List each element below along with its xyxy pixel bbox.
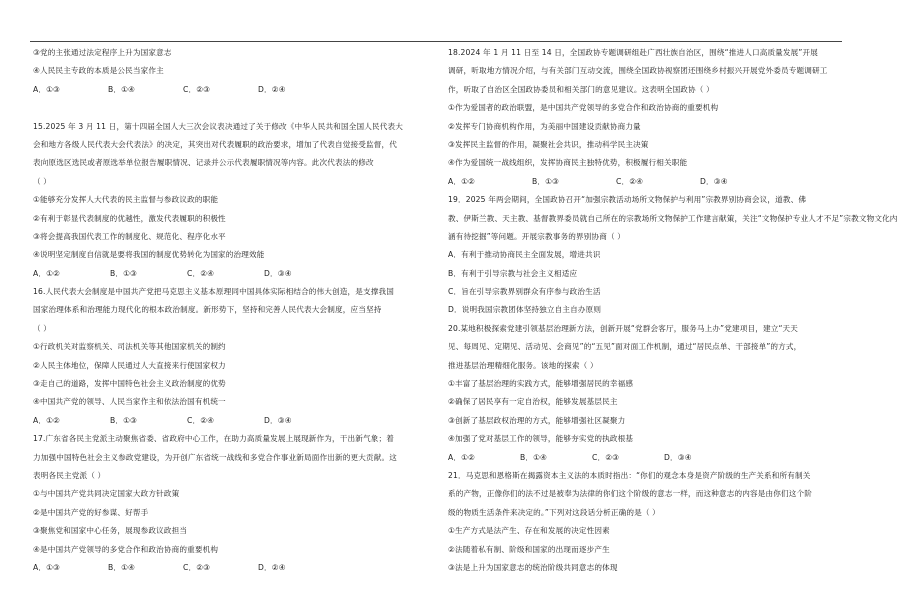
- answer-blank: （ ）: [33, 323, 52, 333]
- question-stem: 表明各民主党派（ ）: [33, 470, 106, 480]
- question-stem: 推进基层治理精细化服务。该地的探索（ ）: [448, 360, 598, 370]
- question-item: ②确保了居民享有一定自治权，能够发展基层民主: [448, 397, 618, 407]
- question-stem: 级的物质生活条件来决定的。”下列对这段话分析正确的是（ ）: [448, 507, 660, 517]
- option-d: D．②④: [258, 84, 286, 94]
- question-stem: 16.人民代表大会制度是中国共产党把马克思主义基本原理同中国具体实际相结合的伟大创造，是支撑我国: [33, 287, 394, 297]
- answer-options: [33, 81, 425, 99]
- question-stem: 作，听取了自治区全国政协委员和相关部门的意见建议。这表明全国政协（ ）: [448, 84, 714, 94]
- option-d: D．③④: [264, 268, 292, 278]
- question-item: ①与中国共产党共同决定国家大政方针政策: [33, 489, 180, 499]
- question-stem: 力加强中国特色社会主义参政党建设，为开创广东省统一战线和多党合作事业新局面作出新的更大贡献。这: [33, 452, 397, 462]
- question-stem: 调研，听取地方情况介绍，与有关部门互动交流，围绕全国政协视察团还围绕乡村振兴开展党外委员专题调研工: [448, 66, 828, 76]
- question-21: [448, 467, 840, 577]
- question-item: ③聚焦党和国家中心任务，展现参政议政担当: [33, 526, 188, 536]
- option-a: A．①②: [33, 415, 61, 425]
- option-c: C．旨在引导宗教界别群众有序参与政治生活: [448, 287, 601, 297]
- question-item: ④是中国共产党领导的多党合作和政治协商的重要机构: [33, 544, 219, 554]
- option-c: C．②④: [187, 415, 215, 425]
- option-a: A．①③: [33, 562, 61, 572]
- question-stem: 国家治理体系和治理能力现代化的根本政治制度。新形势下，坚持和完善人民代表大会制度，应当坚持: [33, 305, 382, 315]
- question-stem: 21．马克思和恩格斯在揭露资本主义法的本质时指出：“你们的观念本身是资产阶级的生产关系和所有制关: [448, 470, 811, 480]
- question-item: ③发挥民主监督的作用，凝聚社会共识，推动科学民主决策: [448, 139, 649, 149]
- option-d: D．②④: [258, 562, 286, 572]
- question-item: ②发挥专门协商机构作用，为美丽中国建设贡献协商力量: [448, 121, 641, 131]
- question-16: [33, 283, 425, 430]
- option-d: D．③④: [700, 176, 728, 186]
- question-item: ②有利于彰显代表制度的优越性，激发代表履职的积极性: [33, 213, 226, 223]
- question-17: [33, 430, 425, 577]
- option-c: C．②④: [616, 176, 644, 186]
- question-stem: 系的产物，正像你们的法不过是被奉为法律的你们这个阶级的意志一样，而这种意志的内容是由你们这个阶: [448, 489, 812, 499]
- question-item: ③法是上升为国家意志的统治阶级共同意志的体现: [448, 562, 618, 572]
- question-item: ③创新了基层政权治理的方式，能够增强社区凝聚力: [448, 415, 626, 425]
- option-b: B．①③: [110, 268, 138, 278]
- right-column: [448, 44, 898, 577]
- option-b: B．①④: [108, 562, 136, 572]
- question-item: ①行政机关对监察机关、司法机关等其他国家机关的制约: [33, 342, 226, 352]
- option-a: A．①③: [33, 84, 61, 94]
- question-item: ④中国共产党的领导、人民当家作主和依法治国有机统一: [33, 397, 226, 407]
- option-c: C．②④: [187, 268, 215, 278]
- option-a: A．①②: [33, 268, 61, 278]
- question-stem: 17.广东省各民主党派主动聚焦省委、省政府中心工作，在助力高质量发展上展现新作为，干出新气象；着: [33, 434, 394, 444]
- question-item: ①能够充分发挥人大代表的民主监督与参政议政的职能: [33, 195, 219, 205]
- question-stem: 表向原选区选民或者原选举单位报告履职情况、记录并公示代表履职情况等内容。此次代表法的修改: [33, 158, 374, 168]
- option-b: B．①④: [520, 452, 548, 462]
- question-19: [448, 191, 898, 320]
- question-item: ④加强了党对基层工作的领导，能够夯实党的执政根基: [448, 434, 634, 444]
- option-c: C．②③: [592, 452, 620, 462]
- answer-blank: （ ）: [33, 176, 52, 186]
- question-stem: 教、伊斯兰教、天主教、基督教界委员就自己所在的宗教场所文物保护工作建言献策，关注“文物保护专业人才不足”宗教文物文化内: [448, 213, 898, 223]
- option-d: D．说明我国宗教团体坚持独立自主自办原则: [448, 305, 602, 315]
- question-item: ①生产方式是法产生、存在和发展的决定性因素: [448, 526, 610, 536]
- question-stem: 19．2025 年两会期间，全国政协召开“加强宗教活动场所文物保护与利用”宗教界别协商会议，道教、佛: [448, 195, 807, 205]
- option-b: B．①④: [108, 84, 136, 94]
- blank-line: [33, 99, 425, 117]
- answer-options: [448, 449, 840, 467]
- question-item: ②是中国共产党的好参谋、好帮手: [33, 507, 149, 517]
- option-a: A．有利于推动协商民主全面发展，增进共识: [448, 250, 601, 260]
- question-15: [33, 118, 425, 284]
- option-b: B．①③: [532, 176, 560, 186]
- option-b: B．①③: [110, 415, 138, 425]
- question-item: ②人民主体地位，保障人民通过人大直接来行使国家权力: [33, 360, 226, 370]
- option-d: D．③④: [264, 415, 292, 425]
- header-rule: [30, 41, 842, 42]
- question-stem: 15.2025 年 3 月 11 日，第十四届全国人大三次会议表决通过了关于修改《中华人民共和国全国人民代表大: [33, 121, 403, 131]
- option-d: D．③④: [664, 452, 692, 462]
- question-item: ①丰富了基层治理的实践方式，能够增强居民的幸福感: [448, 379, 634, 389]
- question-item: ④人民民主专政的本质是公民当家作主: [33, 66, 164, 76]
- question-stem: 会和地方各级人民代表大会代表法》的决定，其突出对代表履职的政治要求，增加了代表自觉接受监督，代: [33, 139, 397, 149]
- left-column: [33, 44, 425, 577]
- question-stem: 涵有待挖掘”等问题。开展宗教事务的界别协商（ ）: [448, 231, 626, 241]
- question-stem: 见、每周见、定期见、活动见、会商见”的“五见”面对面工作机制，通过“居民点单、干部接单”的方式，: [448, 342, 802, 352]
- option-a: A．①②: [448, 176, 476, 186]
- option-b: B．有利于引导宗教与社会主义相适应: [448, 268, 578, 278]
- question-item: ③党的主张通过法定程序上升为国家意志: [33, 48, 172, 57]
- question-item: ④作为爱国统一战线组织，发挥协商民主独特优势，积极履行相关职能: [448, 158, 688, 168]
- answer-options: [33, 559, 425, 577]
- question-item: ②法随着私有制、阶级和国家的出现而逐步产生: [448, 544, 610, 554]
- question-item: ①作为爱国者的政治联盟，是中国共产党领导的多党合作和政治协商的重要机构: [448, 103, 719, 113]
- answer-options: [33, 265, 425, 283]
- question-stem: 18.2024 年 1 月 11 日至 14 日，全国政协专题调研组赴广西壮族自治区，围绕“推进人口高质量发展”开展: [448, 48, 818, 57]
- question-18: [448, 44, 840, 191]
- answer-options: [33, 412, 425, 430]
- option-c: C．②③: [183, 84, 211, 94]
- question-20: [448, 320, 840, 467]
- question-item: ③走自己的道路，发挥中国特色社会主义政治制度的优势: [33, 379, 226, 389]
- question-item: ④说明坚定制度自信就是要将我国的制度优势转化为国家的治理效能: [33, 250, 265, 260]
- option-a: A．①②: [448, 452, 476, 462]
- answer-options: [448, 173, 840, 191]
- option-c: C．②③: [183, 562, 211, 572]
- question-item: ③将会提高我国代表工作的制度化、规范化、程序化水平: [33, 231, 226, 241]
- question-stem: 20.某地积极探索党建引领基层治理新方法，创新开展“党群会客厅，服务马上办”党建项目，建立“天天: [448, 323, 799, 333]
